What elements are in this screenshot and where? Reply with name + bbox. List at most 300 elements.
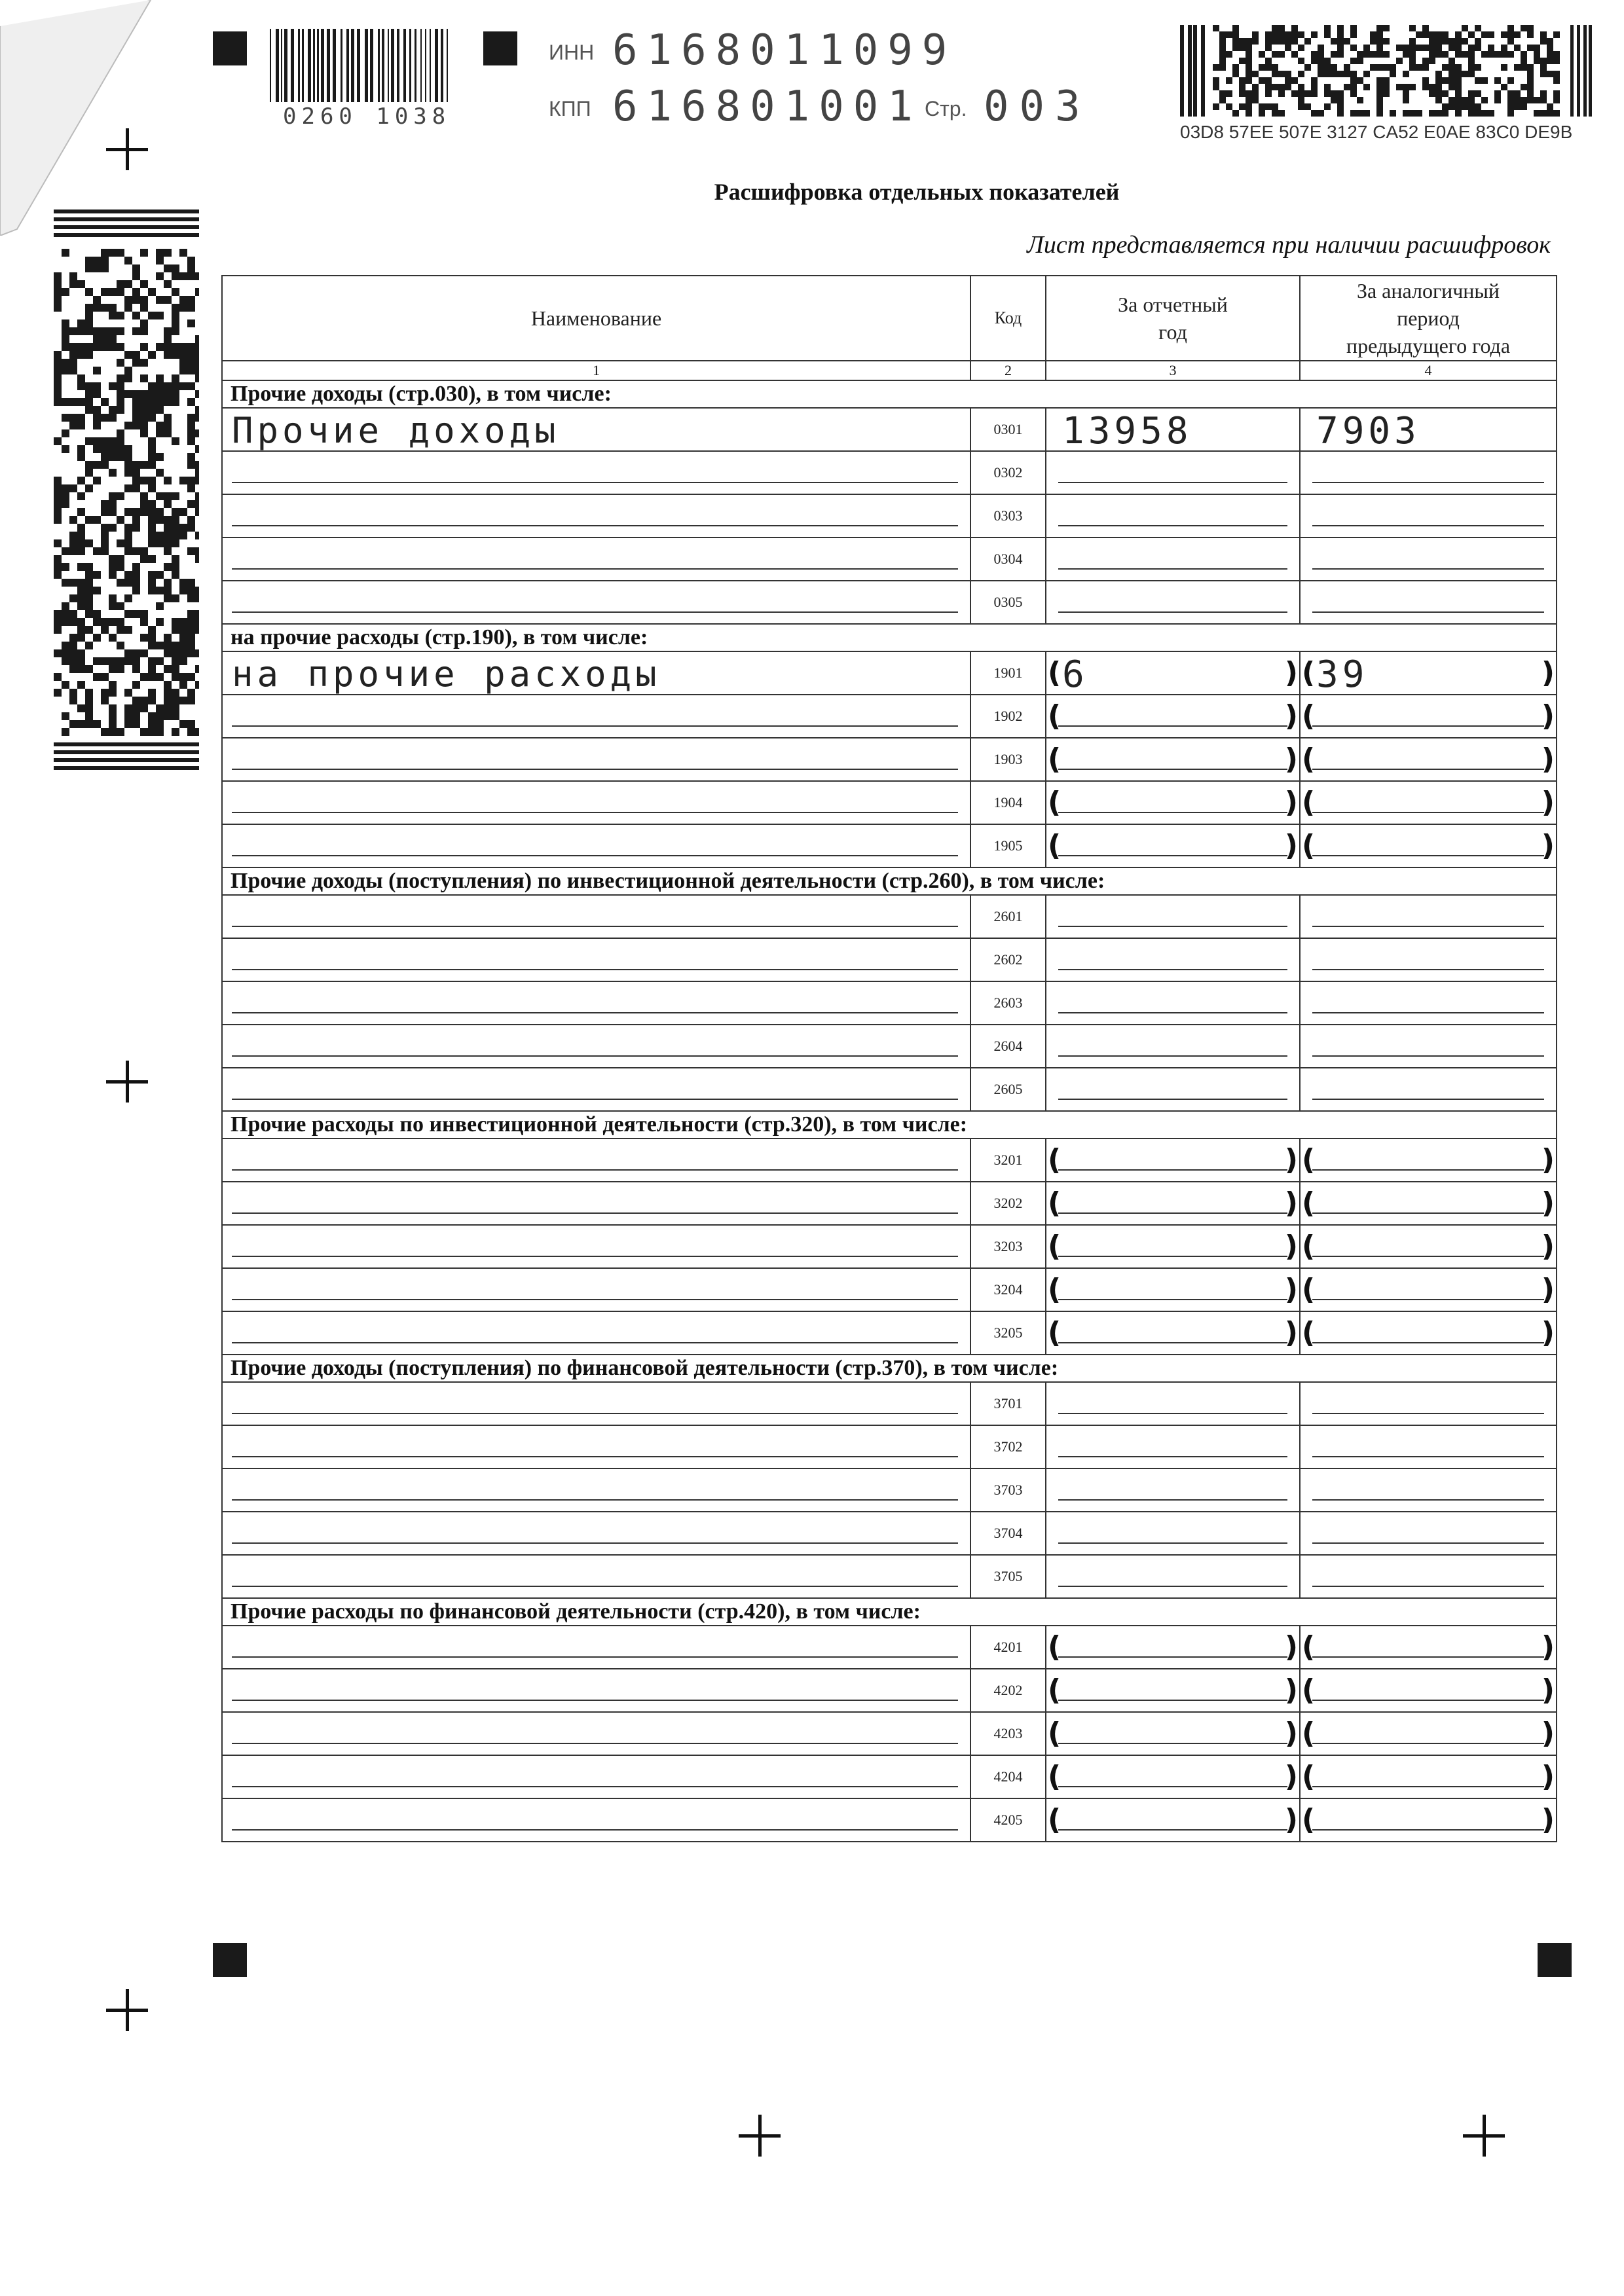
blank-line <box>1058 855 1287 856</box>
line-code: 3203 <box>970 1225 1046 1268</box>
previous-value-field[interactable] <box>1300 494 1557 538</box>
blank-line <box>1312 1829 1544 1831</box>
blank-line <box>1058 1055 1287 1057</box>
line-code: 3201 <box>970 1139 1046 1182</box>
blank-line <box>1058 969 1287 970</box>
paren-close: ) <box>1284 1630 1298 1664</box>
paren-open: ( <box>1302 1186 1316 1220</box>
indicator-name-field[interactable] <box>222 1626 970 1669</box>
line-code: 3704 <box>970 1512 1046 1555</box>
blank-line <box>1058 725 1287 727</box>
line-code: 0301 <box>970 408 1046 451</box>
previous-value-field[interactable] <box>1300 695 1557 738</box>
current-value-field[interactable] <box>1046 1626 1300 1669</box>
indicator-name-field[interactable] <box>222 1669 970 1712</box>
indicator-name-field[interactable] <box>222 1311 970 1355</box>
paren-open: ( <box>1048 1760 1061 1793</box>
blank-line <box>1312 611 1544 613</box>
page-label: Стр. <box>925 97 967 120</box>
blank-line <box>1058 926 1287 927</box>
section-title: Прочие доходы (поступления) по финансовой деятельности (стр.370), в том числе: <box>222 1355 1557 1382</box>
paren-open: ( <box>1048 656 1061 689</box>
section-header-row <box>222 1355 1557 1382</box>
paren-close: ) <box>1541 786 1555 819</box>
column-header-current-year: За отчетный год <box>1046 276 1300 361</box>
blank-line <box>1058 1700 1287 1701</box>
paren-close: ) <box>1284 699 1298 733</box>
current-value-field[interactable] <box>1046 1512 1300 1555</box>
section-title: на прочие расходы (стр.190), в том числе: <box>222 624 1557 651</box>
table-row <box>222 1182 1557 1225</box>
paren-close: ) <box>1284 786 1298 819</box>
current-value-field[interactable] <box>1046 1468 1300 1512</box>
paren-open: ( <box>1048 1186 1061 1220</box>
current-value-field[interactable] <box>1046 651 1300 695</box>
blank-line <box>1058 769 1287 770</box>
blank-line <box>232 1700 958 1701</box>
paren-open: ( <box>1048 1803 1061 1836</box>
blank-line <box>1312 1413 1544 1414</box>
column-number-row <box>222 361 1557 380</box>
paren-close: ) <box>1284 1273 1298 1306</box>
barcode-number: 0260 1038 <box>283 103 451 130</box>
paren-close: ) <box>1284 1717 1298 1750</box>
kpp-value: 616801001 <box>612 82 922 131</box>
barcode-2d-top <box>1180 25 1593 117</box>
blank-line <box>1058 812 1287 813</box>
table-row <box>222 938 1557 981</box>
previous-value-field[interactable] <box>1300 408 1557 451</box>
blank-line <box>1058 1169 1287 1171</box>
page-title: Расшифровка отдельных показателей <box>714 179 1120 205</box>
paren-open: ( <box>1048 1630 1061 1664</box>
blank-line <box>232 812 958 813</box>
indicator-name-field[interactable] <box>222 1139 970 1182</box>
blank-line <box>1312 1055 1544 1057</box>
blank-line <box>1312 482 1544 483</box>
column-number: 2 <box>970 361 1046 380</box>
blank-line <box>232 568 958 570</box>
current-value-field[interactable] <box>1046 1225 1300 1268</box>
blank-line <box>232 1099 958 1100</box>
indicator-name-field[interactable] <box>222 738 970 781</box>
blank-line <box>232 1299 958 1300</box>
previous-value-field[interactable] <box>1300 1311 1557 1355</box>
table-row <box>222 824 1557 867</box>
blank-line <box>1058 525 1287 526</box>
previous-value-field[interactable] <box>1300 1425 1557 1468</box>
previous-value-field[interactable] <box>1300 1512 1557 1555</box>
indicator-name-field[interactable] <box>222 538 970 581</box>
page-number: 003 <box>984 82 1091 131</box>
previous-value-field[interactable] <box>1300 938 1557 981</box>
previous-value-field[interactable] <box>1300 1755 1557 1798</box>
column-header-name: Наименование <box>222 276 970 361</box>
blank-line <box>232 1656 958 1658</box>
paren-open: ( <box>1048 1143 1061 1176</box>
line-code: 0305 <box>970 581 1046 624</box>
previous-value-field[interactable] <box>1300 1139 1557 1182</box>
paren-open: ( <box>1048 699 1061 733</box>
previous-value-field[interactable] <box>1300 895 1557 938</box>
inn-label: ИНН <box>549 41 595 64</box>
line-code: 4202 <box>970 1669 1046 1712</box>
line-code: 4203 <box>970 1712 1046 1755</box>
previous-value-field[interactable] <box>1300 1712 1557 1755</box>
blank-line <box>1312 1542 1544 1544</box>
paren-close: ) <box>1541 742 1555 776</box>
blank-line <box>232 725 958 727</box>
blank-line <box>1058 1499 1287 1501</box>
current-value-text: 13958 <box>1062 410 1192 452</box>
line-code: 0302 <box>970 451 1046 494</box>
paren-open: ( <box>1302 1630 1316 1664</box>
blank-line <box>1058 1743 1287 1744</box>
blank-line <box>232 769 958 770</box>
current-value-field[interactable] <box>1046 1068 1300 1111</box>
current-value-field[interactable] <box>1046 1382 1300 1425</box>
page-subtitle: Лист представляется при наличии расшифровок <box>1027 231 1551 259</box>
indicator-name-field[interactable] <box>222 581 970 624</box>
blank-line <box>1312 725 1544 727</box>
previous-value-field[interactable] <box>1300 738 1557 781</box>
blank-line <box>1058 611 1287 613</box>
blank-line <box>1058 1786 1287 1787</box>
paren-open: ( <box>1048 1717 1061 1750</box>
line-code: 1904 <box>970 781 1046 824</box>
blank-line <box>1312 1256 1544 1257</box>
section-title: Прочие расходы по инвестиционной деятельности (стр.320), в том числе: <box>222 1111 1557 1139</box>
previous-value-field[interactable] <box>1300 1268 1557 1311</box>
current-value-field[interactable] <box>1046 695 1300 738</box>
blank-line <box>1058 1456 1287 1457</box>
blank-line <box>1058 568 1287 570</box>
blank-line <box>1058 1299 1287 1300</box>
paren-open: ( <box>1048 786 1061 819</box>
paren-open: ( <box>1302 1316 1316 1349</box>
paren-open: ( <box>1302 1717 1316 1750</box>
blank-line <box>1058 1829 1287 1831</box>
blank-line <box>1312 769 1544 770</box>
paren-open: ( <box>1302 1273 1316 1306</box>
indicator-name-field[interactable] <box>222 408 970 451</box>
indicator-name-field[interactable] <box>222 1712 970 1755</box>
table-row <box>222 695 1557 738</box>
previous-value-field[interactable] <box>1300 538 1557 581</box>
paren-close: ) <box>1541 1143 1555 1176</box>
blank-line <box>1312 1169 1544 1171</box>
indicator-name-field[interactable] <box>222 1425 970 1468</box>
paren-open: ( <box>1048 1673 1061 1707</box>
table-row <box>222 738 1557 781</box>
indicator-name-field[interactable] <box>222 651 970 695</box>
paren-close: ) <box>1284 1316 1298 1349</box>
column-header-previous-year: За аналогичный период предыдущего года <box>1300 276 1557 361</box>
current-value-field[interactable] <box>1046 1025 1300 1068</box>
disclosure-table <box>221 275 1557 1842</box>
table-row <box>222 1068 1557 1111</box>
paren-open: ( <box>1302 1673 1316 1707</box>
section-title: Прочие расходы по финансовой деятельности (стр.420), в том числе: <box>222 1598 1557 1626</box>
blank-line <box>232 1256 958 1257</box>
indicator-name-field[interactable] <box>222 1555 970 1598</box>
indicator-name-field[interactable] <box>222 1755 970 1798</box>
line-code: 1901 <box>970 651 1046 695</box>
blank-line <box>1058 1212 1287 1214</box>
indicator-name-field[interactable] <box>222 451 970 494</box>
section-header-row <box>222 1111 1557 1139</box>
blank-line <box>232 1169 958 1171</box>
current-value-field[interactable] <box>1046 981 1300 1025</box>
paren-open: ( <box>1302 1803 1316 1836</box>
blank-line <box>1312 812 1544 813</box>
previous-value-field[interactable] <box>1300 451 1557 494</box>
indicator-name-field[interactable] <box>222 1468 970 1512</box>
paren-open: ( <box>1048 1273 1061 1306</box>
line-code: 2604 <box>970 1025 1046 1068</box>
line-code: 0304 <box>970 538 1046 581</box>
table-row <box>222 895 1557 938</box>
paren-close: ) <box>1284 1230 1298 1263</box>
blank-line <box>1058 1656 1287 1658</box>
blank-line <box>1058 482 1287 483</box>
previous-value-field[interactable] <box>1300 1669 1557 1712</box>
line-code: 1903 <box>970 738 1046 781</box>
blank-line <box>232 525 958 526</box>
previous-value-field[interactable] <box>1300 1225 1557 1268</box>
indicator-name-field[interactable] <box>222 938 970 981</box>
section-header-row <box>222 624 1557 651</box>
table-row <box>222 1311 1557 1355</box>
blank-line <box>1312 1499 1544 1501</box>
line-code: 0303 <box>970 494 1046 538</box>
paren-open: ( <box>1302 786 1316 819</box>
kpp-label: КПП <box>549 97 591 120</box>
paren-close: ) <box>1284 1673 1298 1707</box>
indicator-name-text: Прочие доходы <box>232 410 560 451</box>
registration-square-bottom-right <box>1538 1943 1572 1977</box>
crosshair-mark <box>1463 2115 1505 2157</box>
indicator-name-text: на прочие расходы <box>232 653 661 695</box>
current-value-field[interactable] <box>1046 1798 1300 1842</box>
table-row <box>222 451 1557 494</box>
current-value-field[interactable] <box>1046 895 1300 938</box>
current-value-field[interactable] <box>1046 1555 1300 1598</box>
current-value-field[interactable] <box>1046 451 1300 494</box>
table-row <box>222 538 1557 581</box>
paren-open: ( <box>1302 699 1316 733</box>
indicator-name-field[interactable] <box>222 494 970 538</box>
blank-line <box>232 1743 958 1744</box>
table-row <box>222 651 1557 695</box>
line-code: 2601 <box>970 895 1046 938</box>
indicator-name-field[interactable] <box>222 1382 970 1425</box>
blank-line <box>1312 1786 1544 1787</box>
current-value-field[interactable] <box>1046 1311 1300 1355</box>
paren-close: ) <box>1284 742 1298 776</box>
previous-value-field[interactable] <box>1300 1025 1557 1068</box>
line-code: 3205 <box>970 1311 1046 1355</box>
section-header-row <box>222 1598 1557 1626</box>
table-row <box>222 1712 1557 1755</box>
line-code: 3202 <box>970 1182 1046 1225</box>
current-value-field[interactable] <box>1046 1755 1300 1798</box>
blank-line <box>1058 1012 1287 1013</box>
paren-close: ) <box>1541 1717 1555 1750</box>
blank-line <box>232 855 958 856</box>
crosshair-mark <box>106 1061 148 1102</box>
paren-close: ) <box>1541 1186 1555 1220</box>
line-code: 3703 <box>970 1468 1046 1512</box>
indicator-name-field[interactable] <box>222 1068 970 1111</box>
current-value-text: 6 <box>1062 653 1088 696</box>
indicator-name-field[interactable] <box>222 1798 970 1842</box>
table-row <box>222 1139 1557 1182</box>
current-value-field[interactable] <box>1046 581 1300 624</box>
current-value-field[interactable] <box>1046 738 1300 781</box>
blank-line <box>1312 969 1544 970</box>
paren-close: ) <box>1284 1803 1298 1836</box>
indicator-name-field[interactable] <box>222 1225 970 1268</box>
table-row <box>222 1025 1557 1068</box>
paren-close: ) <box>1284 1760 1298 1793</box>
line-code: 3701 <box>970 1382 1046 1425</box>
paren-open: ( <box>1302 1143 1316 1176</box>
indicator-name-field[interactable] <box>222 1025 970 1068</box>
current-value-field[interactable] <box>1046 1182 1300 1225</box>
previous-value-field[interactable] <box>1300 1798 1557 1842</box>
previous-value-field[interactable] <box>1300 1068 1557 1111</box>
previous-value-field[interactable] <box>1300 1468 1557 1512</box>
table-row <box>222 781 1557 824</box>
previous-value-field[interactable] <box>1300 781 1557 824</box>
blank-line <box>232 1212 958 1214</box>
blank-line <box>232 1786 958 1787</box>
blank-line <box>232 1586 958 1587</box>
current-value-field[interactable] <box>1046 1425 1300 1468</box>
indicator-name-field[interactable] <box>222 1182 970 1225</box>
barcode-2d-left <box>54 210 199 773</box>
blank-line <box>1312 1700 1544 1701</box>
blank-line <box>1058 1586 1287 1587</box>
line-code: 1902 <box>970 695 1046 738</box>
previous-value-field[interactable] <box>1300 981 1557 1025</box>
current-value-field[interactable] <box>1046 1139 1300 1182</box>
paren-close: ) <box>1541 1316 1555 1349</box>
line-code: 2603 <box>970 981 1046 1025</box>
blank-line <box>1312 1212 1544 1214</box>
table-row <box>222 581 1557 624</box>
previous-value-text: 7903 <box>1316 410 1420 452</box>
table-row <box>222 1669 1557 1712</box>
crosshair-mark <box>106 128 148 170</box>
indicator-name-field[interactable] <box>222 781 970 824</box>
line-code: 4205 <box>970 1798 1046 1842</box>
paren-close: ) <box>1541 1803 1555 1836</box>
section-header-row <box>222 380 1557 408</box>
section-title: Прочие доходы (поступления) по инвестиционной деятельности (стр.260), в том числе: <box>222 867 1557 895</box>
column-number: 1 <box>222 361 970 380</box>
line-code: 3702 <box>970 1425 1046 1468</box>
current-value-field[interactable] <box>1046 781 1300 824</box>
paren-close: ) <box>1541 1630 1555 1664</box>
line-code: 2605 <box>970 1068 1046 1111</box>
paren-close: ) <box>1541 829 1555 862</box>
current-value-field[interactable] <box>1046 408 1300 451</box>
table-row <box>222 1555 1557 1598</box>
inn-value: 6168011099 <box>612 26 957 75</box>
table-row <box>222 1468 1557 1512</box>
previous-value-field[interactable] <box>1300 1382 1557 1425</box>
blank-line <box>1312 1012 1544 1013</box>
current-value-field[interactable] <box>1046 494 1300 538</box>
table-row <box>222 1798 1557 1842</box>
blank-line <box>1312 1456 1544 1457</box>
table-row <box>222 1626 1557 1669</box>
current-value-field[interactable] <box>1046 538 1300 581</box>
indicator-name-field[interactable] <box>222 1268 970 1311</box>
paren-open: ( <box>1048 742 1061 776</box>
blank-line <box>232 1456 958 1457</box>
crosshair-mark <box>739 2115 781 2157</box>
indicator-name-field[interactable] <box>222 824 970 867</box>
paren-close: ) <box>1541 1273 1555 1306</box>
line-code: 3705 <box>970 1555 1046 1598</box>
line-code: 2602 <box>970 938 1046 981</box>
blank-line <box>1312 1099 1544 1100</box>
crosshair-mark <box>106 1989 148 2031</box>
table-header-row <box>222 276 1557 361</box>
paren-open: ( <box>1302 742 1316 776</box>
blank-line <box>1312 855 1544 856</box>
table-row <box>222 1512 1557 1555</box>
indicator-name-field[interactable] <box>222 1512 970 1555</box>
current-value-field[interactable] <box>1046 938 1300 981</box>
blank-line <box>1058 1413 1287 1414</box>
indicator-name-field[interactable] <box>222 981 970 1025</box>
current-value-field[interactable] <box>1046 824 1300 867</box>
table-row <box>222 494 1557 538</box>
paren-open: ( <box>1048 1316 1061 1349</box>
current-value-field[interactable] <box>1046 1712 1300 1755</box>
current-value-field[interactable] <box>1046 1669 1300 1712</box>
line-code: 3204 <box>970 1268 1046 1311</box>
indicator-name-field[interactable] <box>222 695 970 738</box>
registration-square-bottom-left <box>213 1943 247 1977</box>
blank-line <box>1058 1099 1287 1100</box>
blank-line <box>1312 926 1544 927</box>
blank-line <box>1058 1256 1287 1257</box>
previous-value-field[interactable] <box>1300 1626 1557 1669</box>
previous-value-field[interactable] <box>1300 1182 1557 1225</box>
column-header-code: Код <box>970 276 1046 361</box>
previous-value-field[interactable] <box>1300 581 1557 624</box>
current-value-field[interactable] <box>1046 1268 1300 1311</box>
blank-line <box>232 1413 958 1414</box>
blank-line <box>232 611 958 613</box>
table-row <box>222 981 1557 1025</box>
previous-value-field[interactable] <box>1300 824 1557 867</box>
blank-line <box>1312 525 1544 526</box>
paren-close: ) <box>1541 699 1555 733</box>
blank-line <box>232 1342 958 1343</box>
previous-value-field[interactable] <box>1300 1555 1557 1598</box>
blank-line <box>232 482 958 483</box>
table-row <box>222 1268 1557 1311</box>
section-header-row <box>222 867 1557 895</box>
previous-value-field[interactable] <box>1300 651 1557 695</box>
indicator-name-field[interactable] <box>222 895 970 938</box>
